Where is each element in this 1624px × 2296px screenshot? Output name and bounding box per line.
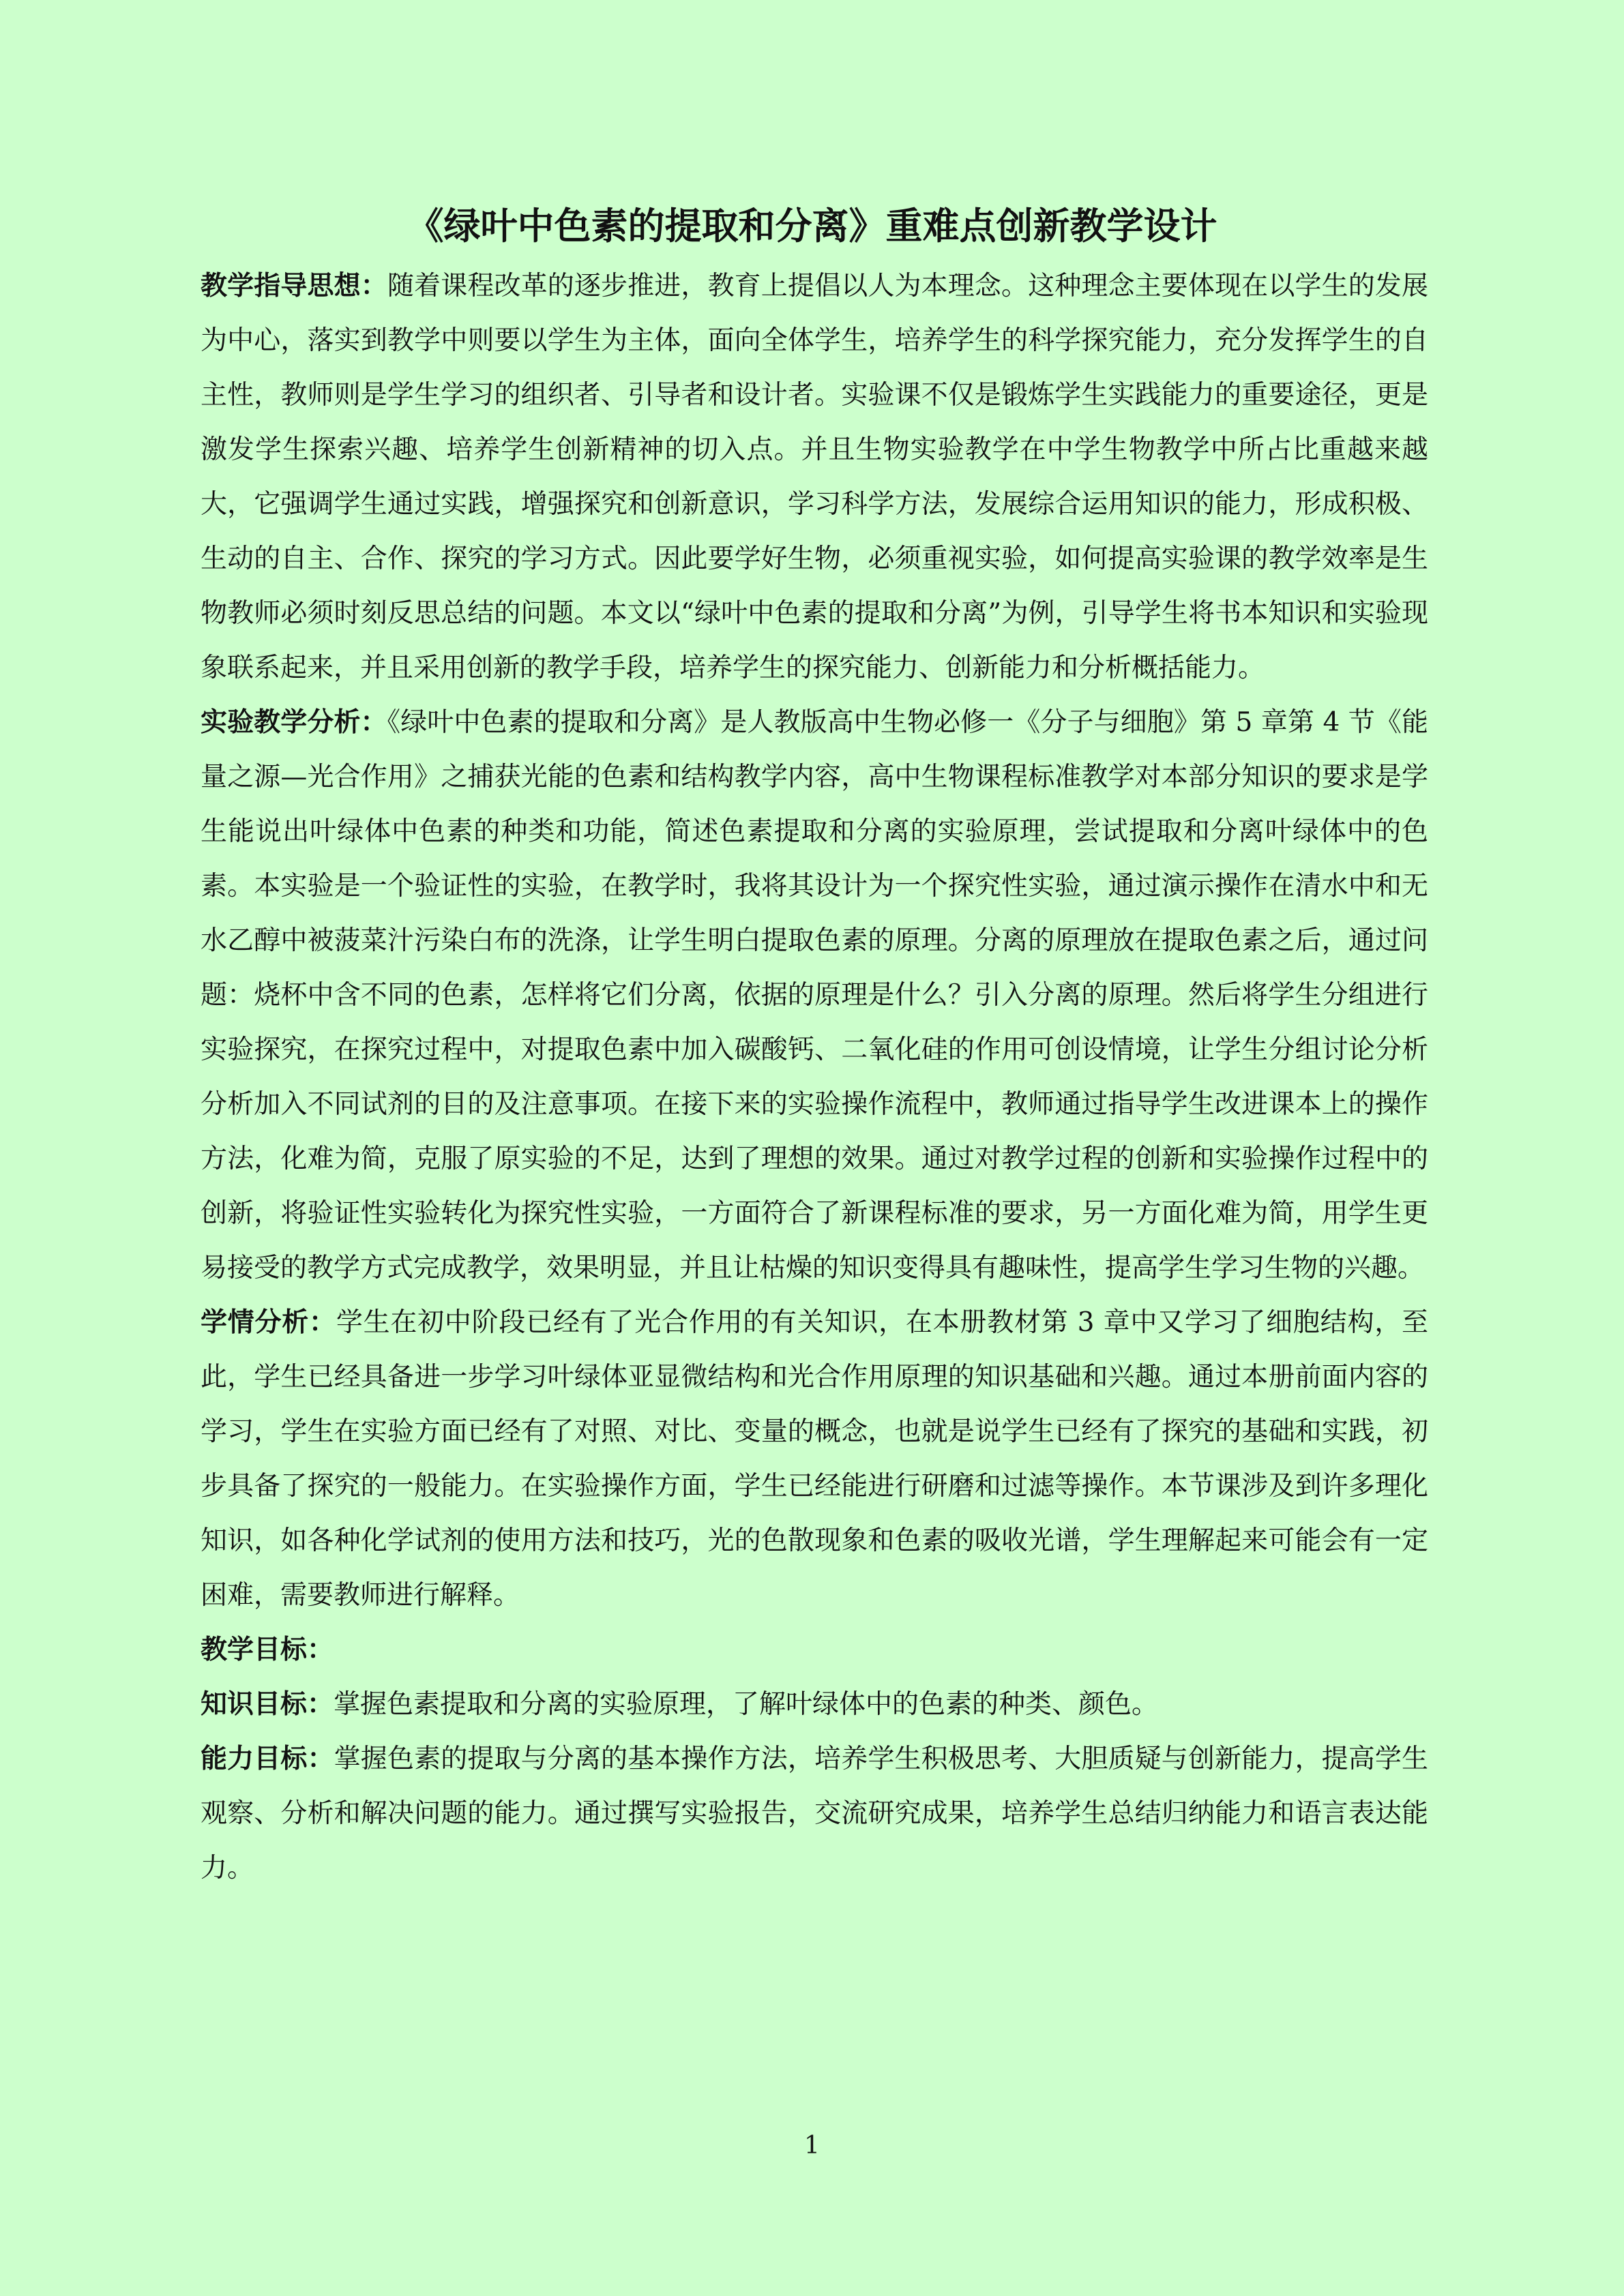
section-student-analysis (201, 1296, 1428, 1623)
page-number: 1 (804, 2132, 820, 2160)
section-text: 学生在初中阶段已经有了光合作用的有关知识，在本册教材第 3 章中又学习了细胞结构，至此，学生已经具备进一步学习叶绿体亚显微结构和光合作用原理的知识基础和兴趣。通过本册前面内容的学习，学生在实验方面已经有了对照、对比、变量的概念，也就是说学生已经有了探究的基础和实践，初步具备了探究的一般能力。在实验操作方面，学生已经能进行研磨和过滤等操作。本节课涉及到许多理化知识，如各种化学试剂的使用方法和技巧，光的色散现象和色素的吸收光谱，学生理解起来可能会有一定困难，需要教师进行解释。 (201, 1307, 1428, 1611)
section-ability-goals (201, 1732, 1428, 1896)
section-heading: 教学指导思想： (201, 271, 387, 301)
section-heading: 教学目标： (201, 1635, 334, 1665)
section-heading: 学情分析： (201, 1307, 336, 1338)
section-teaching-goals (201, 1623, 1428, 1678)
section-text: 随着课程改革的逐步推进，教育上提倡以人为本理念。这种理念主要体现在以学生的发展为中心，落实到教学中则要以学生为主体，面向全体学生，培养学生的科学探究能力，充分发挥学生的自主性，教师则是学生学习的组织者、引导者和设计者。实验课不仅是锻炼学生实践能力的重要途径，更是激发学生探索兴趣、培养学生创新精神的切入点。并且生物实验教学在中学生物教学中所占比重越来越大，它强调学生通过实践，增强探究和创新意识，学习科学方法，发展综合运用知识的能力，形成积极、生动的自主、合作、探究的学习方式。因此要学好生物，必须重视实验，如何提高实验课的教学效率是生物教师必须时刻反思总结的问题。本文以“绿叶中色素的提取和分离”为例，引导学生将书本知识和实验现象联系起来，并且采用创新的教学手段，培养学生的探究能力、创新能力和分析概括能力。 (201, 271, 1428, 683)
section-knowledge-goals (201, 1678, 1428, 1732)
document-title: 《绿叶中色素的提取和分离》重难点创新教学设计 (407, 205, 1217, 248)
section-experiment-analysis (201, 696, 1428, 1296)
section-heading: 能力目标： (201, 1744, 334, 1774)
section-text: 掌握色素提取和分离的实验原理，了解叶绿体中的色素的种类、颜色。 (334, 1689, 1159, 1720)
document-body (201, 259, 1428, 1896)
section-teaching-philosophy (201, 259, 1428, 696)
section-text: 掌握色素的提取与分离的基本操作方法，培养学生积极思考、大胆质疑与创新能力，提高学生观察、分析和解决问题的能力。通过撰写实验报告，交流研究成果，培养学生总结归纳能力和语言表达能力。 (201, 1744, 1428, 1883)
section-heading: 知识目标： (201, 1689, 334, 1720)
section-text: 《绿叶中色素的提取和分离》是人教版高中生物必修一《分子与细胞》第 5 章第 4 节《能量之源—光合作用》之捕获光能的色素和结构教学内容，高中生物课程标准教学对本部分知识的要求是学生能说出叶绿体中色素的种类和功能，简述色素提取和分离的实验原理，尝试提取和分离叶绿体中的色素。本实验是一个验证性的实验，在教学时，我将其设计为一个探究性实验，通过演示操作在清水中和无水乙醇中被菠菜汁污染白布的洗涤，让学生明白提取色素的原理。分离的原理放在提取色素之后，通过问题：烧杯中含不同的色素，怎样将它们分离，依据的原理是什么？引入分离的原理。然后将学生分组进行实验探究，在探究过程中，对提取色素中加入碳酸钙、二氧化硅的作用可创设情境，让学生分组讨论分析分析加入不同试剂的目的及注意事项。在接下来的实验操作流程中，教师通过指导学生改进课本上的操作方法，化难为简，克服了原实验的不足，达到了理想的效果。通过对教学过程的创新和实验操作过程中的创新，将验证性实验转化为探究性实验，一方面符合了新课程标准的要求，另一方面化难为简，用学生更易接受的教学方式完成教学，效果明显，并且让枯燥的知识变得具有趣味性，提高学生学习生物的兴趣。 (201, 707, 1428, 1283)
section-heading: 实验教学分析： (201, 707, 387, 738)
